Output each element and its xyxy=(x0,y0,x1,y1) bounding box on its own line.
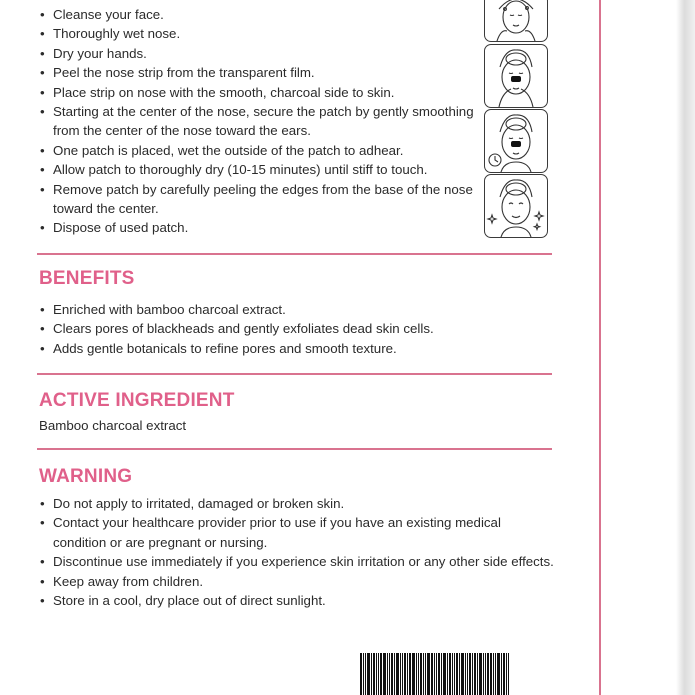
list-item: • Dry your hands. xyxy=(39,44,479,63)
section-divider xyxy=(37,448,552,450)
list-item: • Allow patch to thoroughly dry (10-15 minutes) until stiff to touch. xyxy=(39,160,479,179)
barcode-bar xyxy=(404,653,406,695)
list-item: • Remove patch by carefully peeling the edges from the base of the nose toward the center. xyxy=(39,180,479,219)
barcode-bar xyxy=(508,653,509,695)
barcode-bar xyxy=(380,653,382,695)
barcode-bar xyxy=(420,653,422,695)
face-wash-icon xyxy=(484,0,548,42)
barcode-bar xyxy=(373,653,375,695)
barcode-bar xyxy=(400,653,401,695)
list-item: • Peel the nose strip from the transparent film. xyxy=(39,63,479,82)
barcode-bar xyxy=(490,653,492,695)
barcode-bar xyxy=(443,653,446,695)
nose-strip-apply-icon xyxy=(484,44,548,108)
barcode-bar xyxy=(483,653,484,695)
panel-border xyxy=(599,0,601,695)
barcode-bar xyxy=(477,653,478,695)
page-edge xyxy=(676,0,695,695)
barcode-bar xyxy=(485,653,486,695)
barcode-bar xyxy=(434,653,435,695)
barcode-bar xyxy=(454,653,455,695)
list-item: • Cleanse your face. xyxy=(39,5,479,24)
barcode-bar xyxy=(487,653,489,695)
section-divider xyxy=(37,253,552,255)
barcode-bar xyxy=(378,653,379,695)
list-item: • Contact your healthcare provider prior to use if you have an existing medical condition or are pregnant or nursing. xyxy=(39,513,554,552)
nose-strip-dry-icon xyxy=(484,109,548,173)
barcode-bar xyxy=(409,653,411,695)
barcode-bar xyxy=(447,653,448,695)
barcode-bar xyxy=(459,653,460,695)
list-item: • Enriched with bamboo charcoal extract. xyxy=(39,300,559,319)
active-ingredient-heading: ACTIVE INGREDIENT xyxy=(39,390,235,411)
list-item: • Place strip on nose with the smooth, charcoal side to skin. xyxy=(39,83,479,102)
barcode-bar xyxy=(456,653,458,695)
barcode-bar xyxy=(474,653,476,695)
list-item: • Store in a cool, dry place out of direct sunlight. xyxy=(39,591,554,610)
barcode-bar xyxy=(427,653,430,695)
barcode-bar xyxy=(449,653,451,695)
barcode-bar xyxy=(431,653,433,695)
barcode-bar xyxy=(465,653,466,695)
barcode-bar xyxy=(506,653,507,695)
barcode-bar xyxy=(441,653,442,695)
barcode-bar xyxy=(501,653,502,695)
barcode-bar xyxy=(363,653,364,695)
barcode xyxy=(360,653,542,695)
clean-face-icon xyxy=(484,174,548,238)
barcode-bar xyxy=(495,653,496,695)
barcode-bar xyxy=(423,653,424,695)
barcode-bar xyxy=(360,653,362,695)
barcode-bar xyxy=(365,653,366,695)
list-item: • Starting at the center of the nose, secure the patch by gently smoothing from the center of the nose toward the ears. xyxy=(39,102,479,141)
barcode-bar xyxy=(383,653,386,695)
benefits-list xyxy=(39,300,559,358)
barcode-bar xyxy=(452,653,453,695)
warning-heading: WARNING xyxy=(39,466,133,487)
barcode-bar xyxy=(461,653,464,695)
barcode-bar xyxy=(438,653,440,695)
barcode-bar xyxy=(416,653,417,695)
barcode-bar xyxy=(493,653,494,695)
barcode-bar xyxy=(396,653,399,695)
barcode-bar xyxy=(497,653,500,695)
barcode-bar xyxy=(467,653,468,695)
list-item: • Adds gentle botanicals to refine pores and smooth texture. xyxy=(39,339,559,358)
barcode-bar xyxy=(367,653,370,695)
list-item: • Thoroughly wet nose. xyxy=(39,24,479,43)
barcode-bar xyxy=(371,653,372,695)
directions-list xyxy=(39,5,479,238)
barcode-bar xyxy=(389,653,390,695)
list-item: • Keep away from children. xyxy=(39,572,554,591)
barcode-bar xyxy=(436,653,437,695)
list-item: • Clears pores of blackheads and gently exfoliates dead skin cells. xyxy=(39,319,559,338)
list-item: • Discontinue use immediately if you experience skin irritation or any other side effects. xyxy=(39,552,554,571)
barcode-bar xyxy=(472,653,473,695)
barcode-bar xyxy=(394,653,395,695)
list-item: • One patch is placed, wet the outside of the patch to adhear. xyxy=(39,141,479,160)
barcode-bar xyxy=(402,653,403,695)
barcode-bar xyxy=(391,653,393,695)
list-item: • Do not apply to irritated, damaged or broken skin. xyxy=(39,494,554,513)
barcode-bar xyxy=(503,653,505,695)
section-divider xyxy=(37,373,552,375)
barcode-bar xyxy=(479,653,482,695)
barcode-bar xyxy=(407,653,408,695)
barcode-bar xyxy=(425,653,426,695)
barcode-bar xyxy=(418,653,419,695)
barcode-bar xyxy=(469,653,471,695)
barcode-bar xyxy=(387,653,388,695)
active-ingredient-text: Bamboo charcoal extract xyxy=(39,418,187,433)
list-item: • Dispose of used patch. xyxy=(39,218,479,237)
warning-list xyxy=(39,494,554,610)
benefits-heading: BENEFITS xyxy=(39,268,135,289)
barcode-bar xyxy=(412,653,415,695)
barcode-bar xyxy=(376,653,377,695)
